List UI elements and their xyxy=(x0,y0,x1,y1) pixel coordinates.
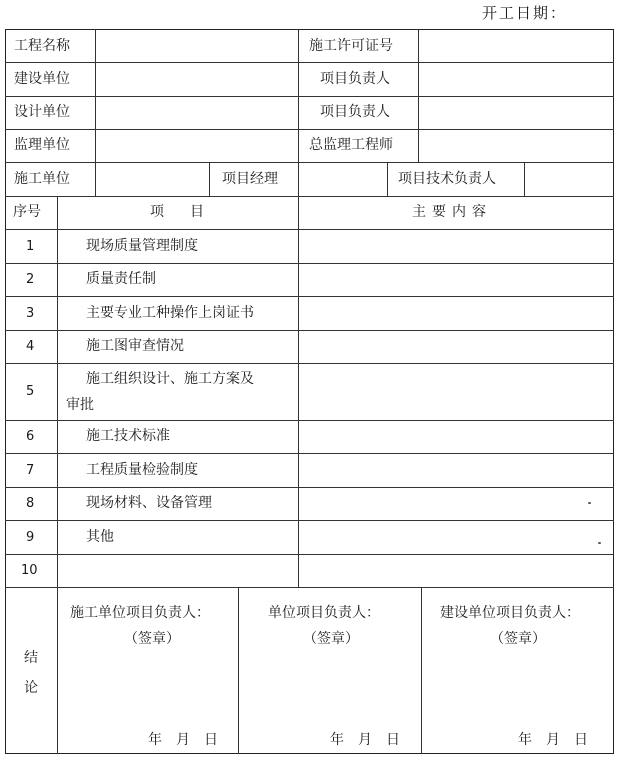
item-number: 1 xyxy=(26,239,35,254)
item-text-continued: 审批 xyxy=(66,397,94,413)
row-divider xyxy=(5,263,614,264)
row-divider xyxy=(5,129,614,130)
item-text: 施工技术标准 xyxy=(86,428,170,444)
technical-manager-label: 项目技术负责人 xyxy=(398,171,496,187)
date-placeholder: 年 月 日 xyxy=(518,732,588,748)
col-divider xyxy=(57,196,58,587)
item-number: 2 xyxy=(26,272,35,287)
row-divider xyxy=(5,587,614,588)
item-number: 5 xyxy=(26,384,35,399)
item-number: 7 xyxy=(26,463,35,478)
construction-permit-label: 施工许可证号 xyxy=(309,38,393,54)
col-divider xyxy=(298,196,299,587)
row-divider xyxy=(5,554,614,555)
construction-unit-label: 施工单位 xyxy=(14,171,70,187)
item-text: 施工图审查情况 xyxy=(86,338,184,354)
row-divider xyxy=(5,330,614,331)
col-divider xyxy=(387,162,388,196)
col-divider xyxy=(95,162,96,196)
developer-manager-label: 项目负责人 xyxy=(320,71,390,87)
conclusion-label: 论 xyxy=(24,680,38,696)
supervision-unit-label: 监理单位 xyxy=(14,137,70,153)
row-divider xyxy=(5,96,614,97)
item-number: 9 xyxy=(26,530,35,545)
item-text: 其他 xyxy=(86,529,114,545)
col-divider xyxy=(238,587,239,754)
row-divider xyxy=(5,196,614,197)
item-text: 主要专业工种操作上岗证书 xyxy=(86,305,254,321)
seq-column-header: 序号 xyxy=(13,204,41,220)
item-number: 4 xyxy=(26,339,35,354)
row-divider xyxy=(5,229,614,230)
seal-placeholder: （签章） xyxy=(490,631,546,647)
item-number: 8 xyxy=(26,496,35,511)
col-divider xyxy=(418,29,419,162)
seal-placeholder: （签章） xyxy=(124,631,180,647)
item-text: 施工组织设计、施工方案及 xyxy=(86,371,254,387)
col-divider xyxy=(298,29,299,162)
item-text: 质量责任制 xyxy=(86,271,156,287)
col-divider xyxy=(298,162,299,196)
signer-title: 施工单位项目负责人： xyxy=(70,605,210,621)
row-divider xyxy=(5,363,614,364)
col-divider xyxy=(209,162,210,196)
col-divider xyxy=(95,29,96,162)
row-divider xyxy=(5,162,614,163)
col-divider xyxy=(57,587,58,754)
col-divider xyxy=(524,162,525,196)
developer-unit-label: 建设单位 xyxy=(14,71,70,87)
project-name-label: 工程名称 xyxy=(14,38,70,54)
row-divider xyxy=(5,520,614,521)
design-manager-label: 项目负责人 xyxy=(320,104,390,120)
project-manager-label: 项目经理 xyxy=(222,171,278,187)
col-divider xyxy=(421,587,422,754)
signer-title: 单位项目负责人： xyxy=(268,605,380,621)
item-text: 现场质量管理制度 xyxy=(86,238,198,254)
content-column-header: 主要内容 xyxy=(412,204,492,220)
conclusion-label: 结 xyxy=(24,650,38,666)
date-placeholder: 年 月 日 xyxy=(330,732,400,748)
row-divider xyxy=(5,62,614,63)
seal-placeholder: （签章） xyxy=(303,631,359,647)
item-column-header: 项 目 xyxy=(150,204,210,220)
item-number: 3 xyxy=(26,306,35,321)
item-text: 工程质量检验制度 xyxy=(86,462,198,478)
item-number: 10 xyxy=(21,563,38,578)
row-divider xyxy=(5,453,614,454)
row-divider xyxy=(5,420,614,421)
item-text: 现场材料、设备管理 xyxy=(86,495,212,511)
date-placeholder: 年 月 日 xyxy=(148,732,218,748)
item-number: 6 xyxy=(26,429,35,444)
start-date-label: 开工日期： xyxy=(482,4,568,22)
row-divider xyxy=(5,487,614,488)
chief-supervisor-label: 总监理工程师 xyxy=(309,137,393,153)
design-unit-label: 设计单位 xyxy=(14,104,70,120)
signer-title: 建设单位项目负责人： xyxy=(440,605,580,621)
scan-speck xyxy=(598,542,601,544)
scan-speck xyxy=(588,502,591,504)
row-divider xyxy=(5,296,614,297)
